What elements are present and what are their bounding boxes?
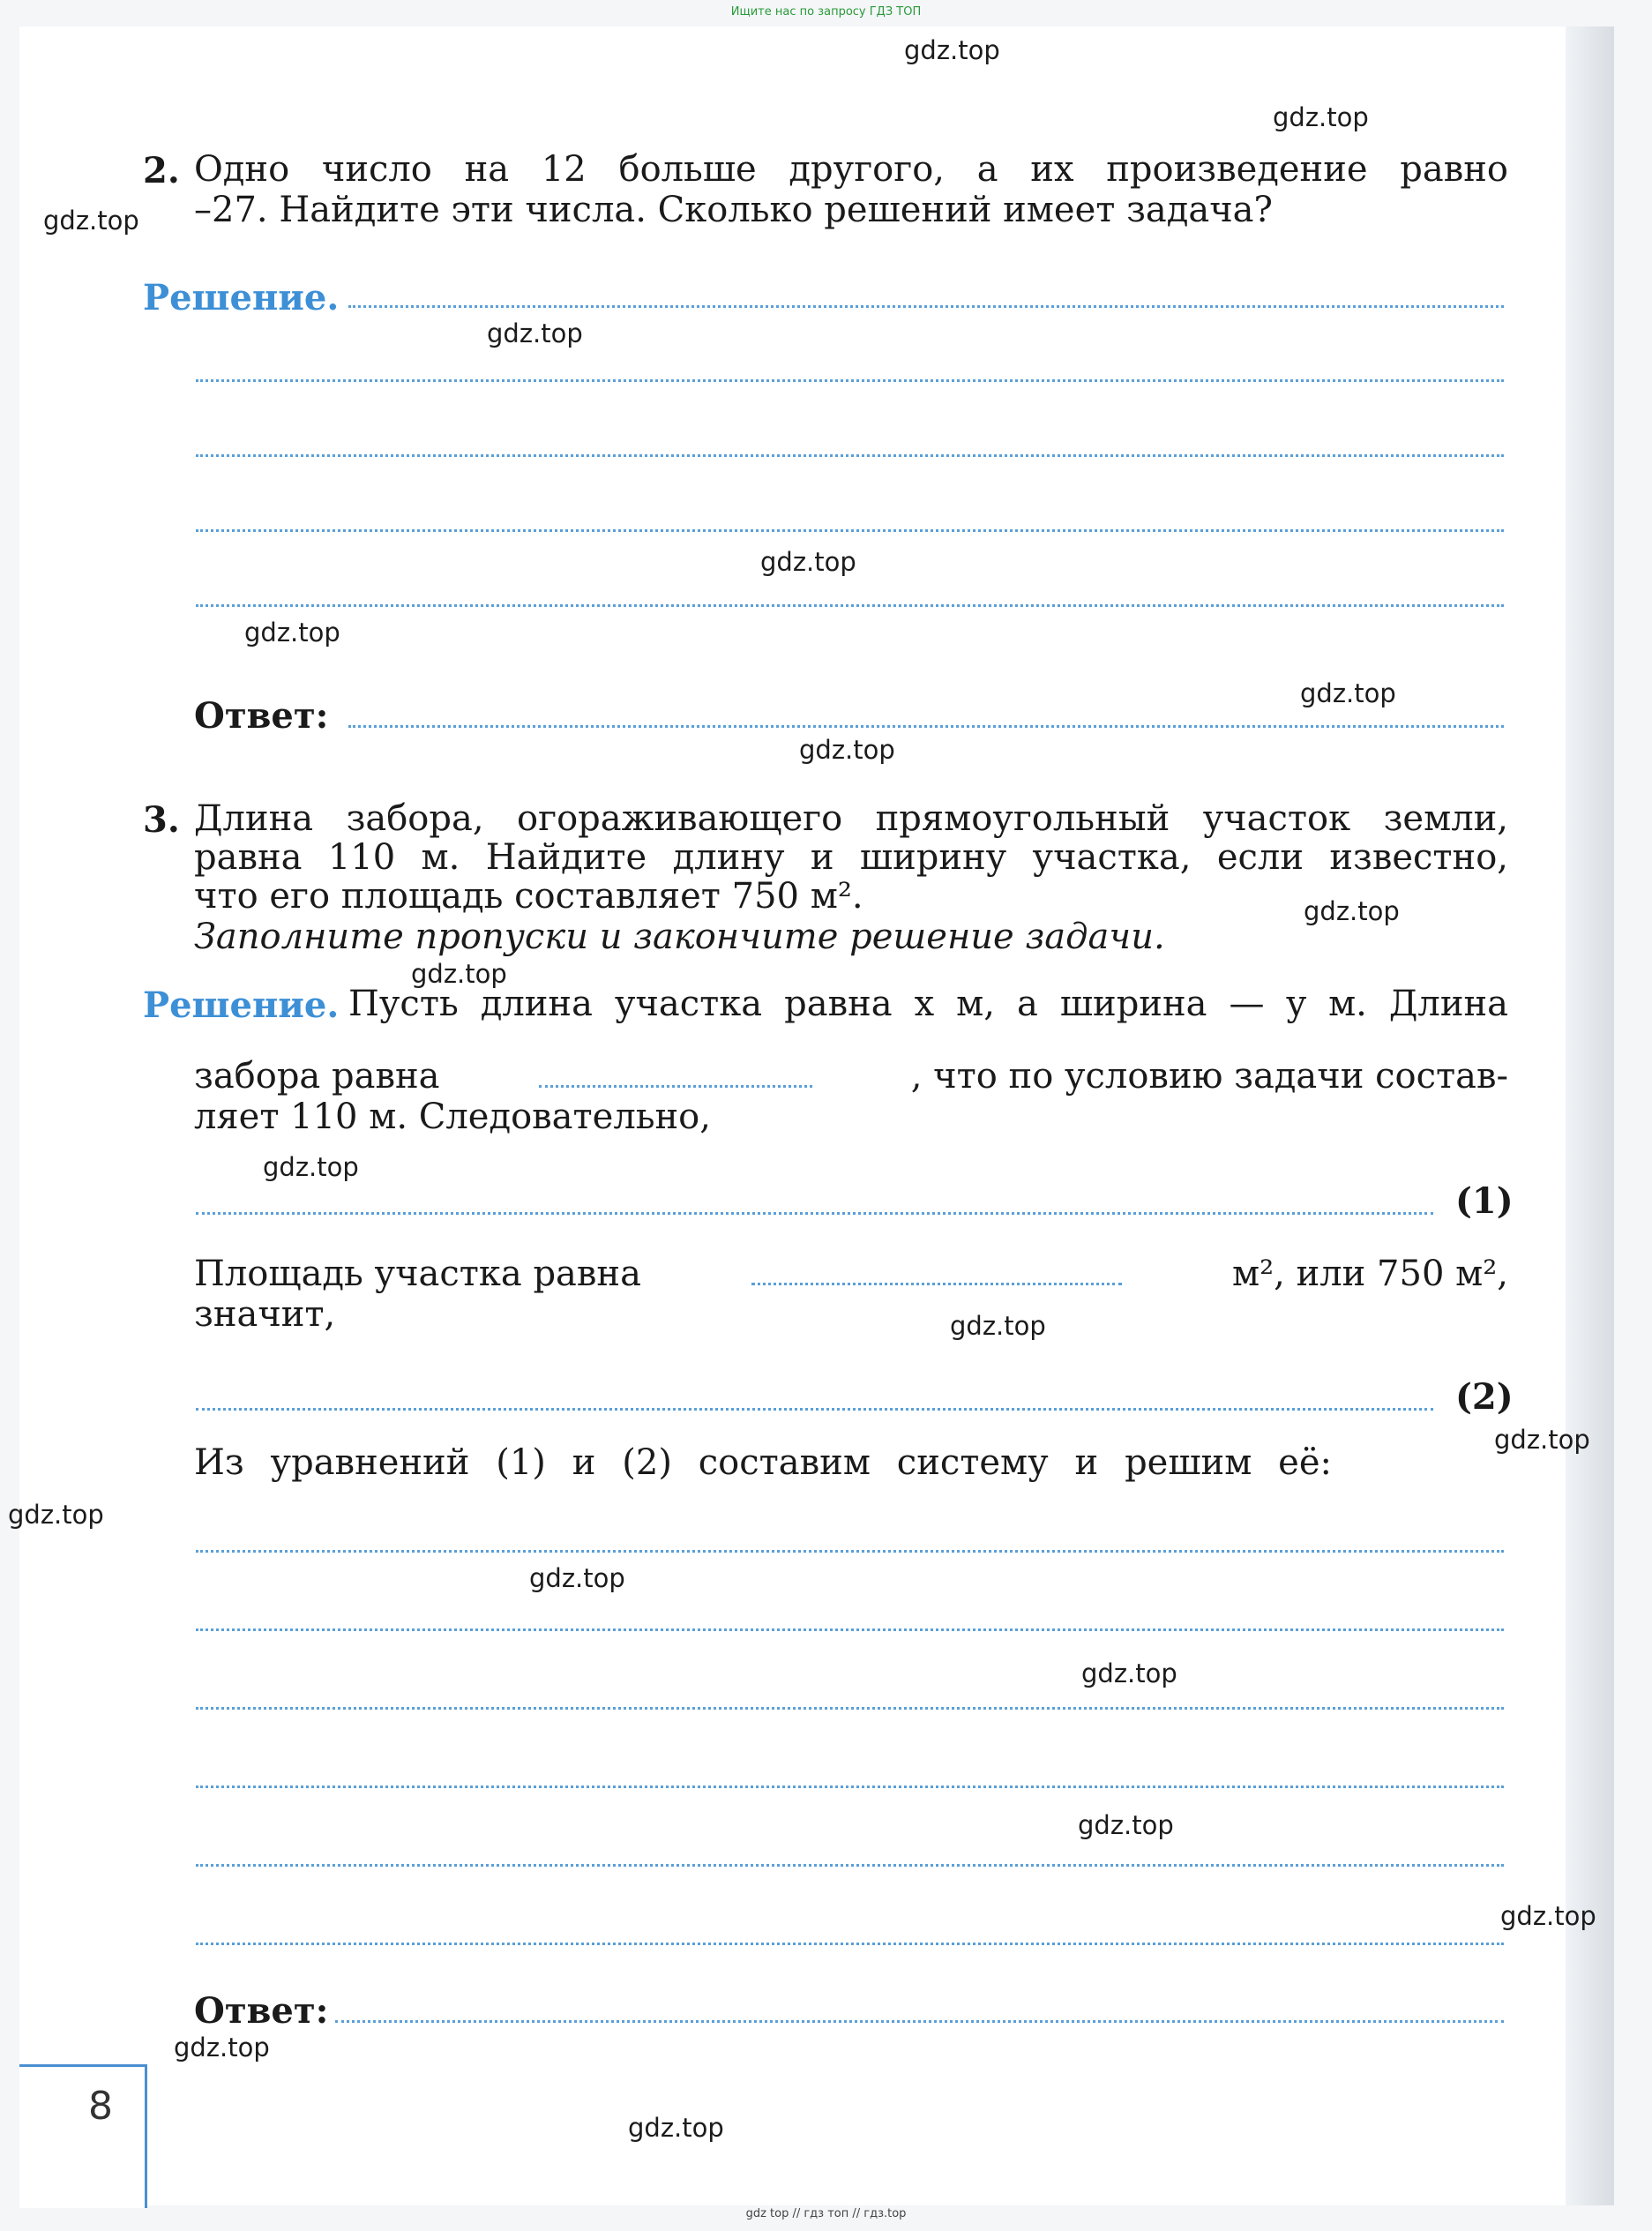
- page-spine: [1566, 26, 1614, 2205]
- task3-number: 3.: [143, 799, 180, 841]
- task3-solution-line[interactable]: [196, 1864, 1504, 1867]
- task2-solution-line[interactable]: [348, 305, 1504, 308]
- watermark: gdz.top: [1300, 678, 1396, 708]
- watermark: gdz.top: [628, 2113, 724, 2143]
- task3-area-blank[interactable]: [751, 1283, 1122, 1285]
- task2-answer-label: Ответ:: [194, 695, 329, 737]
- task3-system-line: Из уравнений (1) и (2) составим систему и решим её:: [194, 1442, 1332, 1483]
- task3-solution-line[interactable]: [196, 1707, 1504, 1710]
- watermark: gdz.top: [799, 735, 895, 765]
- task3-instruction: Заполните пропуски и закончите решение задачи.: [194, 917, 1165, 957]
- watermark: gdz.top: [904, 35, 1000, 65]
- task3-solution-line3: ляет 110 м. Следовательно,: [194, 1097, 711, 1137]
- watermark: gdz.top: [1494, 1425, 1590, 1455]
- task3-text-line3: что его площадь составляет 750 м².: [194, 876, 863, 917]
- task3-solution-line[interactable]: [196, 1786, 1504, 1788]
- task3-area-line: [194, 1254, 1508, 1294]
- task3-solution-line1: Пусть длина участка равна x м, а ширина — y м. Длина: [348, 984, 1508, 1024]
- task2-text-line2: –27. Найдите эти числа. Сколько решений имеет задача?: [194, 190, 1273, 230]
- watermark: gdz.top: [1273, 102, 1369, 132]
- task3-equation2-number: (2): [1455, 1376, 1514, 1418]
- task3-solution-line[interactable]: [196, 1943, 1504, 1945]
- watermark: gdz.top: [529, 1563, 625, 1593]
- watermark: gdz.top: [263, 1152, 359, 1182]
- watermark: gdz.top: [244, 618, 340, 648]
- task3-area-line2: значит,: [194, 1294, 336, 1335]
- task3-solution-line[interactable]: [196, 1628, 1504, 1631]
- task3-fence-blank[interactable]: [539, 1085, 812, 1088]
- task3-area-label: Площадь участка равна: [194, 1254, 641, 1294]
- task2-solution-line[interactable]: [196, 529, 1504, 532]
- task3-equation2-line[interactable]: [196, 1408, 1433, 1411]
- task3-equation1-line[interactable]: [196, 1212, 1433, 1215]
- task3-text-line1: Длина забора, огораживающего прямоугольный участок земли,: [194, 798, 1508, 839]
- watermark: gdz.top: [760, 547, 856, 577]
- watermark: gdz.top: [1078, 1810, 1174, 1840]
- task2-solution-label: Решение.: [143, 277, 340, 318]
- task2-solution-line[interactable]: [196, 604, 1504, 607]
- page-number-box: [19, 2064, 147, 2208]
- watermark: gdz.top: [8, 1500, 104, 1530]
- task3-answer-label: Ответ:: [194, 1990, 329, 2032]
- watermark: gdz.top: [411, 959, 507, 989]
- task3-fence-label: забора равна: [194, 1056, 440, 1097]
- task3-area-label-end: м², или 750 м²,: [1232, 1254, 1508, 1294]
- task2-text-line1: Одно число на 12 больше другого, а их произведение равно: [194, 149, 1508, 190]
- header-note: Ищите нас по запросу ГДЗ ТОП: [730, 5, 922, 19]
- watermark: gdz.top: [174, 2033, 270, 2063]
- task3-solution-label: Решение.: [143, 984, 340, 1026]
- watermark: gdz.top: [1081, 1658, 1177, 1688]
- task3-solution-line[interactable]: [196, 1550, 1504, 1553]
- footer-note: gdz top // гдз топ // гдз.top: [745, 2207, 907, 2220]
- task3-fence-label-end: , что по условию задачи состав-: [910, 1056, 1508, 1097]
- task3-answer-line[interactable]: [335, 2020, 1504, 2023]
- watermark: gdz.top: [487, 318, 583, 348]
- watermark: gdz.top: [950, 1311, 1046, 1341]
- task3-solution-line2: [194, 1057, 1508, 1097]
- task3-text-line2: равна 110 м. Найдите длину и ширину участка, если известно,: [194, 837, 1508, 878]
- task2-solution-line[interactable]: [196, 454, 1504, 457]
- task2-solution-line[interactable]: [196, 379, 1504, 382]
- task2-answer-line[interactable]: [348, 725, 1504, 728]
- watermark: gdz.top: [43, 206, 139, 236]
- task3-equation1-number: (1): [1455, 1180, 1514, 1222]
- watermark: gdz.top: [1304, 896, 1400, 926]
- page-number: 8: [88, 2084, 113, 2129]
- watermark: gdz.top: [1500, 1901, 1596, 1931]
- task2-number: 2.: [143, 150, 180, 191]
